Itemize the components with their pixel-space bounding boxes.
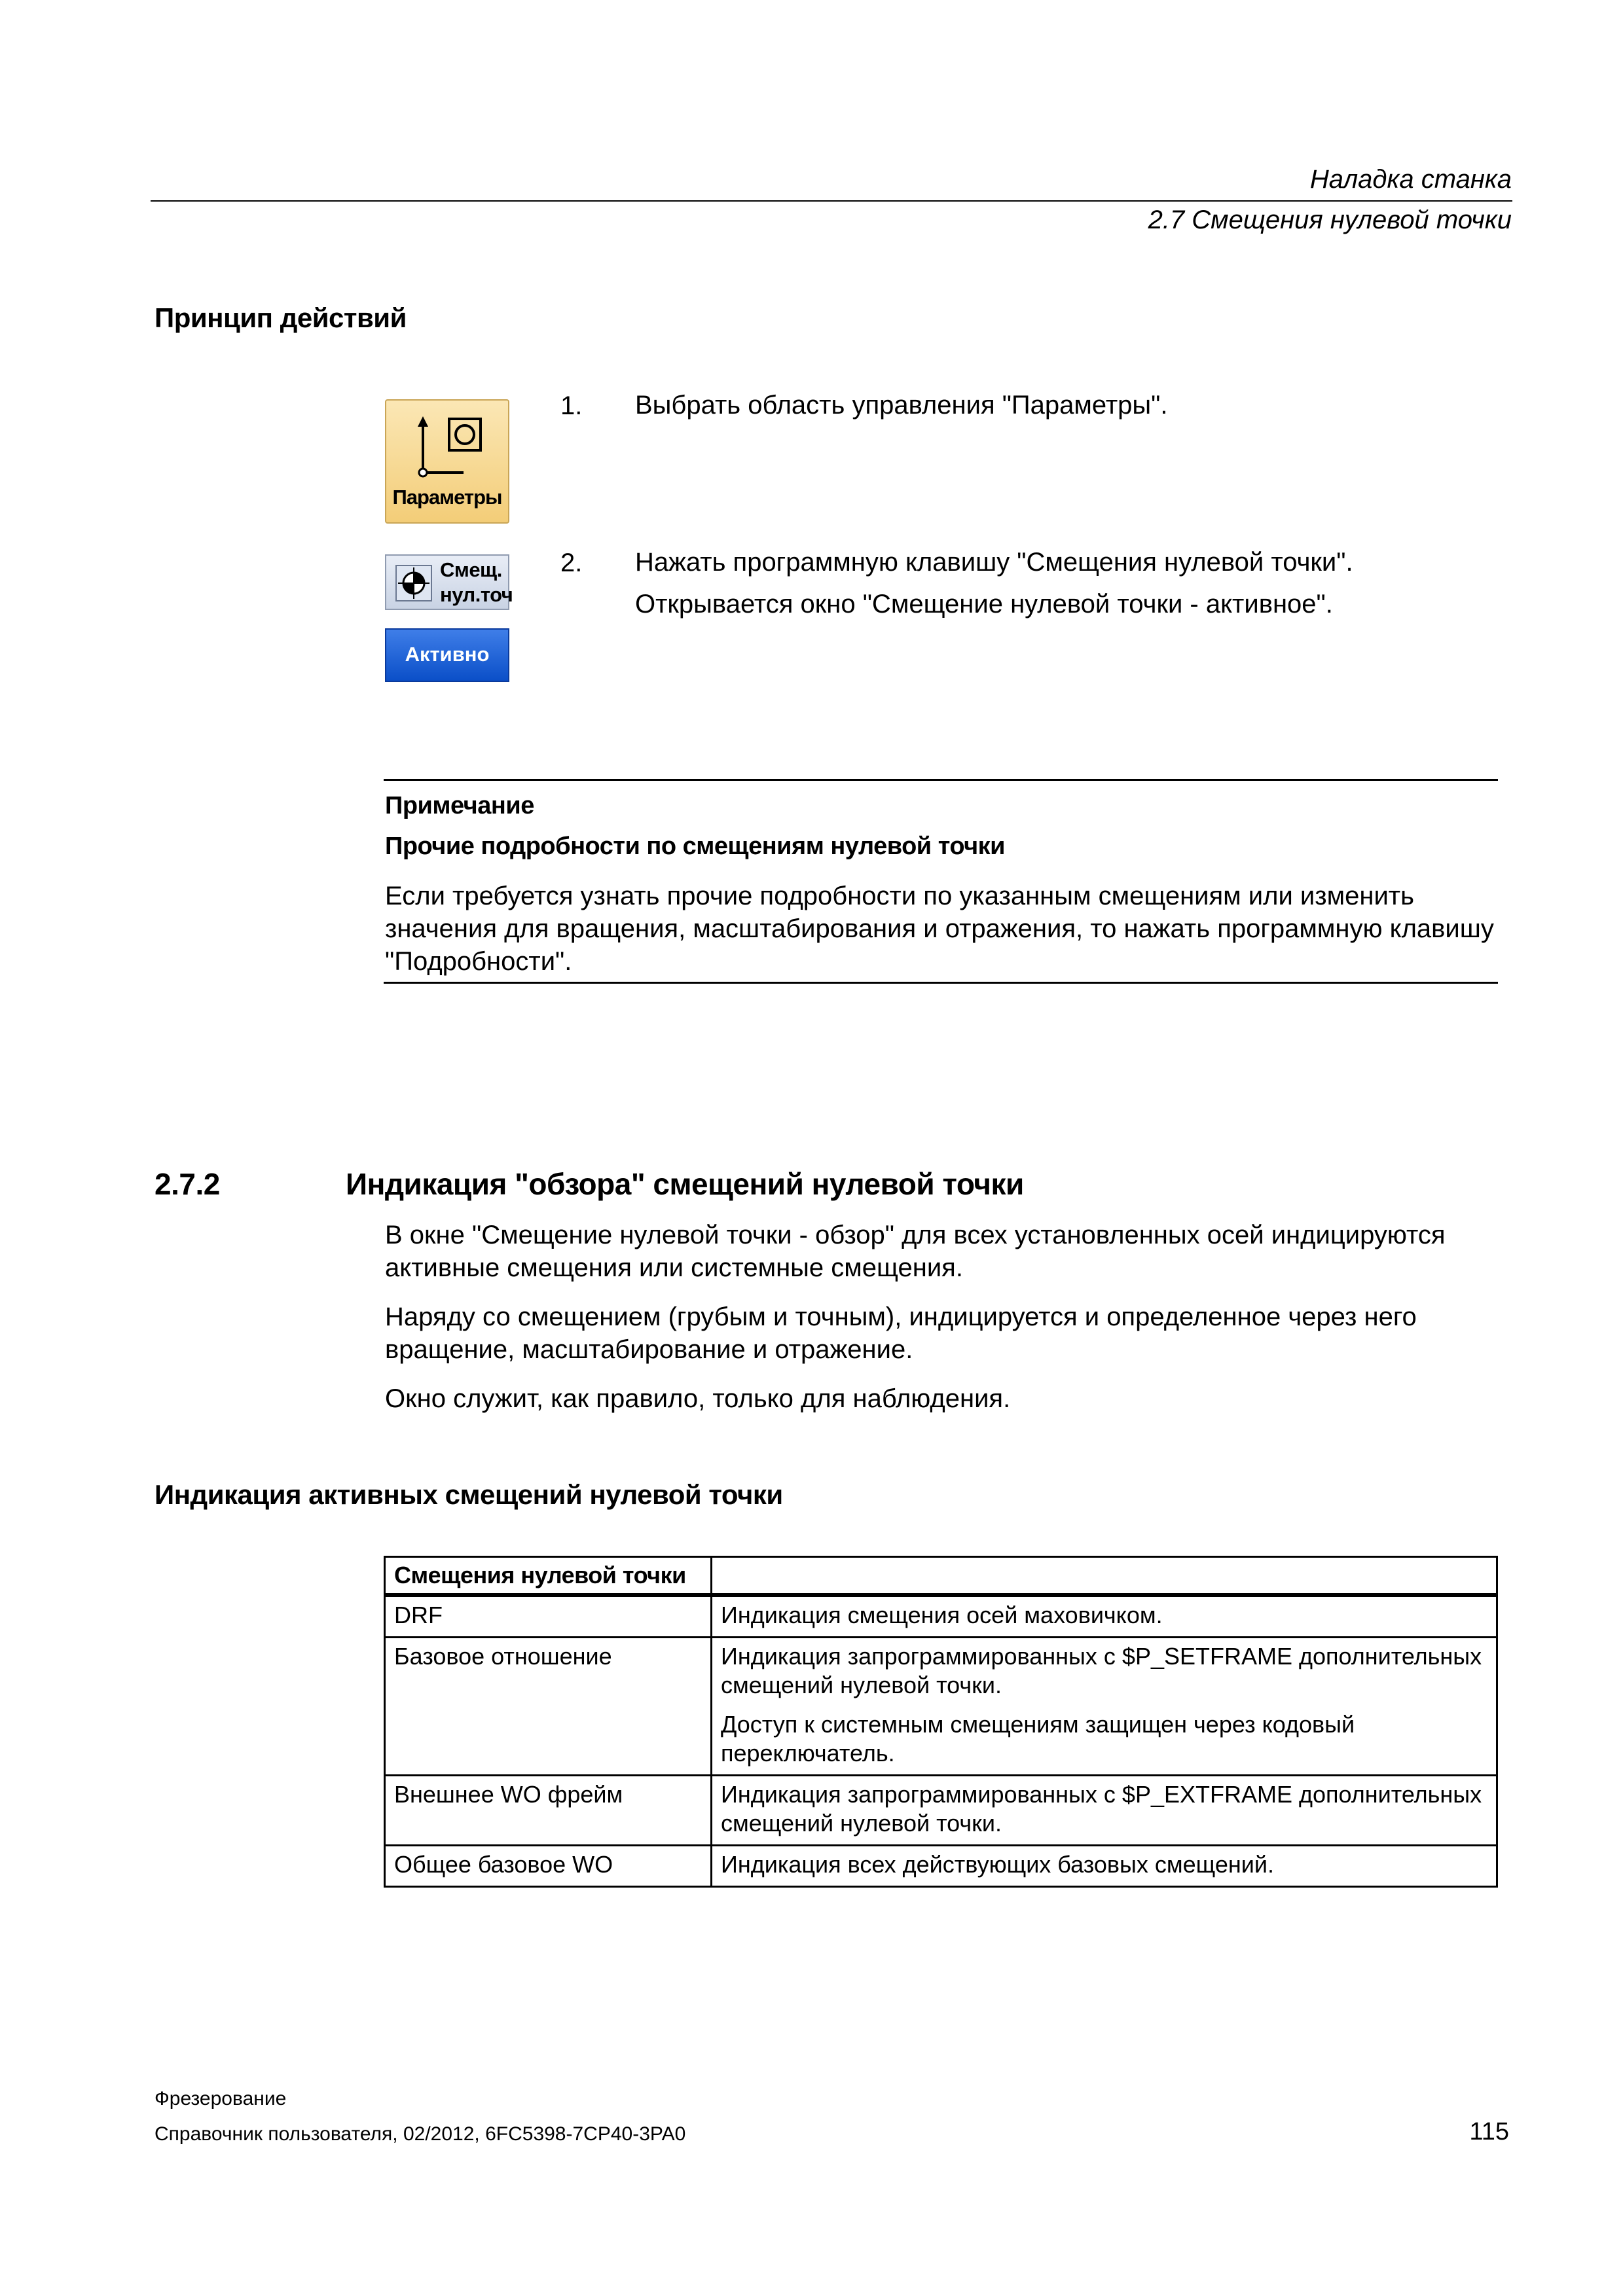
offset-description: Индикация запрограммированных с $P_EXTFRAME дополнительных смещений нулевой точки. bbox=[721, 1781, 1482, 1837]
zero-offset-softkey-label-2: нул.точ bbox=[440, 583, 513, 606]
table-row bbox=[385, 1595, 1497, 1638]
note-label: Примечание bbox=[385, 792, 534, 819]
section-number: 2.7.2 bbox=[155, 1167, 220, 1201]
table-cell-name bbox=[385, 1846, 712, 1887]
table-row bbox=[385, 1776, 1497, 1846]
target-crosshair-icon bbox=[395, 565, 432, 601]
section-paragraph-3: Окно служит, как правило, только для наблюдения. bbox=[385, 1384, 1011, 1413]
table-cell-desc bbox=[712, 1846, 1497, 1887]
table-cell-name bbox=[385, 1638, 712, 1776]
principle-heading: Принцип действий bbox=[155, 302, 407, 333]
offset-description: Индикация смещения осей маховичком. bbox=[721, 1602, 1163, 1628]
zero-offset-softkey[interactable] bbox=[385, 554, 513, 610]
table-cell-name bbox=[385, 1776, 712, 1846]
section-paragraph-2: Наряду со смещением (грубым и точным), индицируется и определенное через него вращение, масштабирование и отражение. bbox=[385, 1302, 1417, 1364]
offset-description: Доступ к системным смещениям защищен через кодовый переключатель. bbox=[721, 1711, 1355, 1767]
step-2-number: 2. bbox=[560, 548, 583, 577]
table-header-cell: Смещения нулевой точки bbox=[385, 1557, 712, 1596]
offset-description: Индикация всех действующих базовых смещений. bbox=[721, 1851, 1274, 1878]
axes-gear-icon bbox=[407, 412, 492, 478]
offset-name: Внешнее WO фрейм bbox=[394, 1781, 623, 1808]
table-row bbox=[385, 1846, 1497, 1887]
header-rule bbox=[151, 200, 1512, 202]
offset-name: Общее базовое WO bbox=[394, 1851, 613, 1878]
table-cell-desc bbox=[712, 1776, 1497, 1846]
table-cell-desc bbox=[712, 1595, 1497, 1638]
parameters-softkey-label: Параметры bbox=[392, 486, 502, 509]
step-1-number: 1. bbox=[560, 391, 583, 420]
active-softkey[interactable] bbox=[385, 628, 509, 682]
footer-manual: Справочник пользователя, 02/2012, 6FC5398-7CP40-3PA0 bbox=[155, 2123, 686, 2145]
active-softkey-label: Активно bbox=[405, 643, 490, 666]
note-bottom-rule bbox=[384, 982, 1498, 984]
zero-offsets-table bbox=[384, 1556, 1498, 1888]
step-2-result: Открывается окно "Смещение нулевой точки - активное". bbox=[635, 590, 1333, 619]
zero-offset-softkey-label-1: Смещ. bbox=[440, 558, 502, 581]
running-header-chapter: Наладка станка bbox=[1309, 165, 1512, 194]
note-title: Прочие подробности по смещениям нулевой точки bbox=[385, 833, 1006, 860]
table-cell-name bbox=[385, 1595, 712, 1638]
note-text: Если требуется узнать прочие подробности по указанным смещениям или изменить значения для вращения, масштабирования и отражения, то нажать программную клавишу "Подробности". bbox=[385, 882, 1494, 976]
table-cell-desc bbox=[712, 1638, 1497, 1776]
parameters-softkey[interactable] bbox=[385, 399, 509, 524]
offset-description: Индикация запрограммированных с $P_SETFRAME дополнительных смещений нулевой точки. bbox=[721, 1643, 1482, 1698]
page-number: 115 bbox=[1469, 2118, 1509, 2145]
step-2-text: Нажать программную клавишу "Смещения нулевой точки". bbox=[635, 548, 1353, 577]
offset-name: Базовое отношение bbox=[394, 1643, 612, 1670]
step-1-text: Выбрать область управления "Параметры". bbox=[635, 391, 1168, 420]
subsection-heading: Индикация активных смещений нулевой точки bbox=[155, 1479, 783, 1510]
note-top-rule bbox=[384, 779, 1498, 781]
table-header-row bbox=[385, 1557, 1497, 1596]
running-header-section: 2.7 Смещения нулевой точки bbox=[1148, 206, 1512, 234]
table-header-cell bbox=[712, 1557, 1497, 1596]
table-row bbox=[385, 1638, 1497, 1776]
footer-product: Фрезерование bbox=[155, 2088, 287, 2109]
offset-name: DRF bbox=[394, 1602, 443, 1628]
section-paragraph-1: В окне "Смещение нулевой точки - обзор" для всех установленных осей индицируются активные смещения или системные смещения. bbox=[385, 1221, 1446, 1282]
section-title: Индикация "обзора" смещений нулевой точки bbox=[346, 1167, 1024, 1201]
